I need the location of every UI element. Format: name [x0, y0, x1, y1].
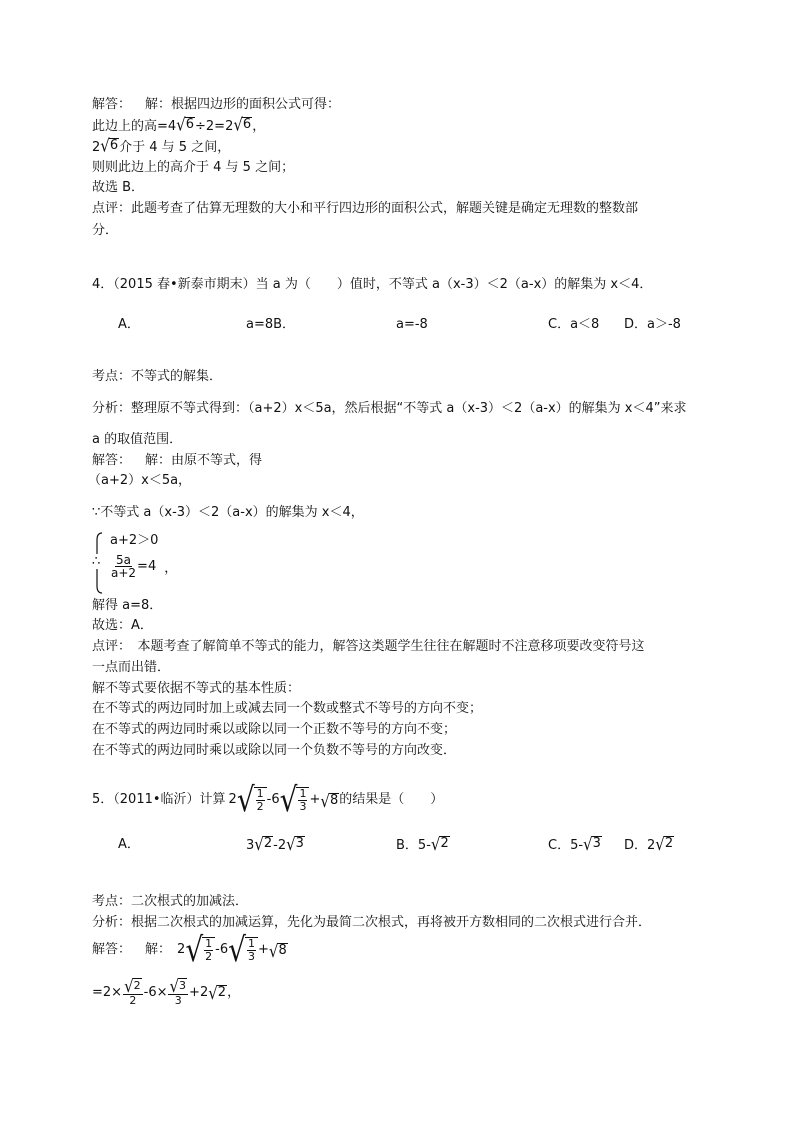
inequality-system — [92, 532, 292, 594]
comment-line: 一点而出错． — [92, 660, 171, 675]
sqrt: √ 2 — [208, 982, 227, 1004]
rule-line: 在不等式的两边同时乘以或除以同一个负数不等号的方向改变． — [92, 743, 457, 758]
expression: 2 √ $\frac{1}{2}$ -6 √ $\frac{1}{3}$ + √ 8 — [228, 779, 339, 820]
expression: 2 √ $\frac{1}{2}$ -6 √ $\frac{1}{3}$ + √ 8 — [177, 929, 287, 970]
option-a[interactable]: A． — [118, 317, 140, 332]
system-row-2: $\frac{5a}{a+2}$ =4 ， — [111, 553, 178, 580]
kaodian: 考点：二次根式的加减法． — [92, 894, 249, 909]
therefore-symbol: ∴ — [92, 554, 101, 569]
answer-line: 解答： 解： 2 √ $\frac{1}{2}$ -6 √ $\frac{1}{3}$ + √ 8 — [92, 929, 287, 970]
system-row-1: a+2＞0 — [110, 533, 159, 548]
sqrt: √ 6 — [100, 135, 119, 157]
option-b[interactable]: B．5- √ 2 — [396, 833, 449, 855]
question-4: 4．（2015 春•新泰市期末）当 a 为（ ）值时，不等式 a（x-3）＜2（a-x）的解集为 x＜4． — [92, 277, 653, 292]
height-calc-line: 此边上的高=4 √ 6 ÷2=2 √ 6 ， — [92, 114, 266, 136]
calc-line: =2× √ 2 2 -6× √ 3 3 +2 √ 2 ， — [92, 975, 241, 1007]
fraction: √ 2 2 — [124, 975, 141, 1007]
analysis-line: 分析：整理原不等式得到：（a+2）x＜5a，然后根据“不等式 a（x-3）＜2（a-x）的解集为 x＜4”来求 — [92, 401, 687, 416]
estimate-line: 2 √ 6 介于 4 与 5 之间， — [92, 135, 231, 157]
option-c[interactable]: C．5- √ 3 — [548, 833, 601, 855]
sqrt: √ 6 — [176, 114, 195, 136]
option-b-value: a=-8 — [396, 317, 428, 332]
answer-line: 解答： 解：根据四边形的面积公式可得： — [92, 97, 341, 112]
comment-line: 点评： 本题考查了解简单不等式的能力，解答这类题学生往往在解题时不注意移项要改变符号这 — [92, 639, 645, 654]
conclusion-line: 则则此边上的高介于 4 与 5 之间； — [92, 160, 295, 175]
option-d[interactable]: D．2 √ 2 — [624, 833, 674, 855]
fraction: √ 3 3 — [169, 975, 187, 1007]
sqrt: √ 8 — [268, 940, 287, 961]
option-c[interactable]: C．a＜8 — [548, 317, 600, 332]
option-b[interactable]: B． — [273, 317, 296, 332]
sqrt: √ $\frac{1}{2}$ — [237, 786, 267, 814]
rule-line: 在不等式的两边同时加上或减去同一个数或整式不等号的方向不变； — [92, 701, 483, 716]
sqrt: √ 8 — [320, 790, 339, 811]
rule-line: 解不等式要依据不等式的基本性质： — [92, 681, 301, 696]
analysis-line: a 的取值范围． — [92, 432, 183, 447]
option-a-value: a=8B． — [246, 317, 296, 332]
analysis-line: 分析：根据二次根式的加减运算，先化为最简二次根式，再将被开方数相同的二次根式进行合并． — [92, 915, 652, 930]
answer-line: 解答： 解：由原不等式，得 — [92, 453, 263, 468]
option-a[interactable]: A． — [118, 837, 140, 852]
kaodian: 考点：不等式的解集． — [92, 369, 223, 384]
question-5: 5．（2011•临沂）计算 2 √ $\frac{1}{2}$ -6 √ $\frac{1}{3}$ + √ 8 的结果是（ ） — [92, 779, 444, 820]
sqrt: √ $\frac{1}{3}$ — [280, 786, 310, 814]
choice-line: 故选：A． — [92, 618, 153, 633]
fraction: $\frac{5a}{a+2}$ — [111, 553, 137, 580]
option-d[interactable]: D．a＞-8 — [624, 317, 681, 332]
comment-line: 点评：此题考查了估算无理数的大小和平行四边形的面积公式，解题关键是确定无理数的整数部 — [92, 201, 639, 216]
rule-line: 在不等式的两边同时乘以或除以同一个正数不等号的方向不变； — [92, 722, 457, 737]
sqrt: √ $\frac{1}{2}$ — [185, 936, 215, 964]
sqrt: √ $\frac{1}{3}$ — [228, 936, 258, 964]
option-a-value: 3 √ 2 -2 √ 3 — [246, 833, 304, 855]
comment-line: 分． — [92, 223, 119, 238]
sqrt: √ 6 — [233, 114, 252, 136]
step-line: 解得 a=8． — [92, 598, 163, 613]
choice-line: 故选 B． — [92, 180, 145, 195]
step-line: ∵不等式 a（x-3）＜2（a-x）的解集为 x＜4， — [92, 505, 364, 520]
step-line: （a+2）x＜5a， — [88, 473, 192, 488]
